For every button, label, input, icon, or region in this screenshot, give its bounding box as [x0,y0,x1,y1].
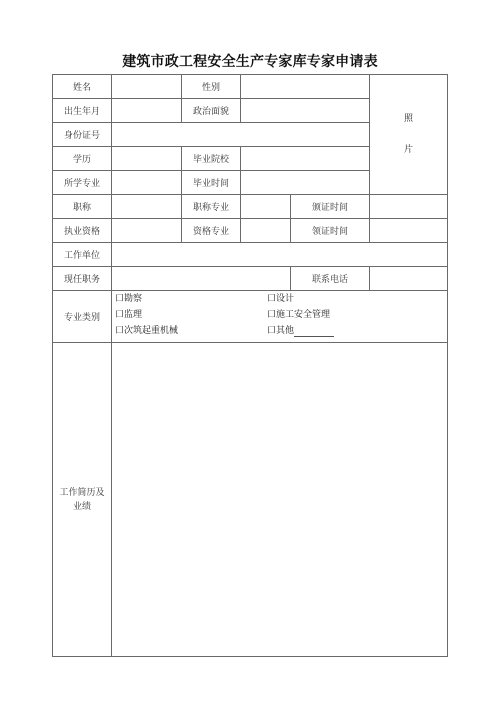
qualification-field[interactable] [112,219,182,243]
political-field[interactable] [241,99,370,123]
current-post-field[interactable] [112,267,291,291]
id-number-label: 身份证号 [53,123,112,147]
category-other-item [267,325,417,337]
gender-field[interactable] [241,75,370,99]
gender-label: 性别 [182,75,241,99]
grad-time-field[interactable] [241,171,370,195]
qual-major-label: 资格专业 [182,219,241,243]
school-label: 毕业院校 [182,147,241,171]
qual-cert-time-label: 领证时间 [291,219,370,243]
category-crane-checkbox[interactable]: 口次筑起重机械 [115,326,179,336]
qual-cert-time-field[interactable] [370,219,448,243]
row-work-unit [53,243,448,267]
category-construction-safety-checkbox[interactable]: 口施工安全管理 [267,310,331,320]
name-field[interactable] [112,75,182,99]
category-supervision-checkbox[interactable]: 口监理 [115,310,143,320]
title-cert-time-label: 颁证时间 [291,195,370,219]
phone-label: 联系电话 [291,267,370,291]
category-other-checkbox[interactable]: 口其他 [267,326,295,336]
title-rank-field[interactable] [112,195,182,219]
row-title-rank [53,195,448,219]
name-label: 姓名 [53,75,112,99]
row-name [53,75,448,99]
resume-field[interactable] [112,343,448,657]
education-label: 学历 [53,147,112,171]
work-unit-label: 工作单位 [53,243,112,267]
title-major-label: 职称专业 [182,195,241,219]
political-label: 政治面貌 [182,99,241,123]
grad-time-label: 毕业时间 [182,171,241,195]
category-label: 专业类别 [53,291,112,343]
application-form-table [52,74,448,657]
id-number-field[interactable] [112,123,370,147]
current-post-label: 现任职务 [53,267,112,291]
work-unit-field[interactable] [112,243,448,267]
title-major-field[interactable] [241,195,291,219]
category-design-checkbox[interactable]: 口设计 [267,294,295,304]
other-blank-line[interactable] [294,327,334,337]
birth-label: 出生年月 [53,99,112,123]
title-rank-label: 职称 [53,195,112,219]
education-field[interactable] [112,147,182,171]
qual-major-field[interactable] [241,219,291,243]
row-category [53,291,448,343]
form-title: 建筑市政工程安全生产专家库专家申请表 [122,54,378,70]
school-field[interactable] [241,147,370,171]
qualification-label: 执业资格 [53,219,112,243]
major-field[interactable] [112,171,182,195]
phone-field[interactable] [370,267,448,291]
photo-label-1: 照 [404,113,414,124]
photo-label-2: 片 [404,144,414,155]
category-options [112,291,448,343]
category-survey-checkbox[interactable]: 口勘察 [115,294,143,304]
row-qualification [53,219,448,243]
major-label: 所学专业 [53,171,112,195]
birth-field[interactable] [112,99,182,123]
resume-label-line1: 工作简历及 [59,487,105,498]
row-current-post [53,267,448,291]
resume-label-line2: 业绩 [72,501,91,512]
row-resume [53,343,448,657]
resume-label [53,343,112,657]
photo-box[interactable] [370,75,448,195]
title-cert-time-field[interactable] [370,195,448,219]
